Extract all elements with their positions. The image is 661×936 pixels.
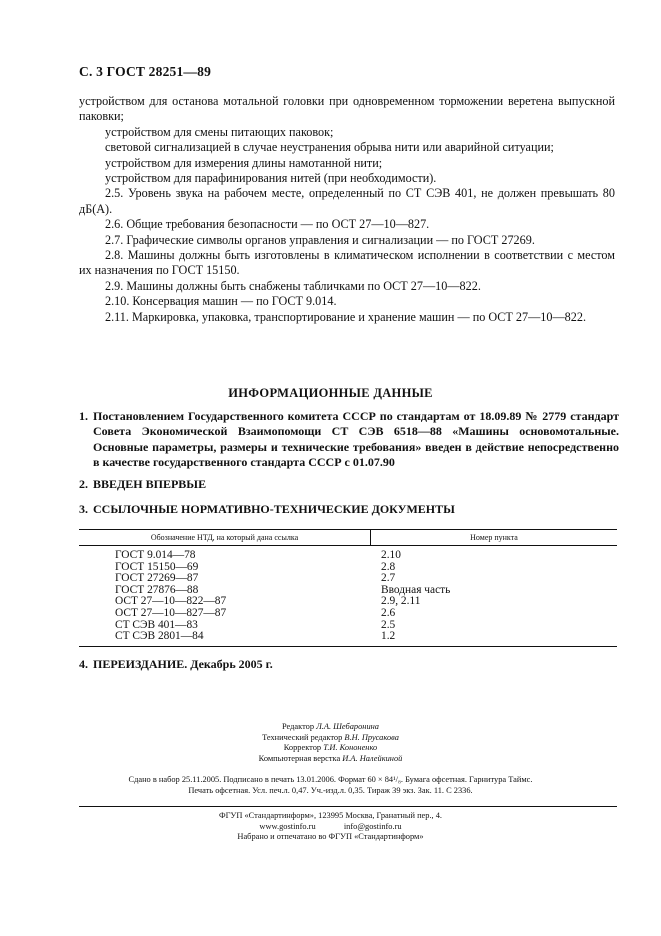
table-cell-document: ОСТ 27—10—822—87	[115, 595, 227, 608]
imprint-block	[0, 775, 661, 796]
table-cell-document: СТ СЭВ 2801—84	[115, 630, 204, 643]
table-cell-clause: 2.8	[381, 560, 396, 573]
paragraph: устройством для измерения длины намотанной нити;	[105, 155, 383, 170]
credit-person: В.Н. Прусакова	[344, 732, 399, 742]
imprint-line: Печать офсетная. Усл. печ.л. 0,47. Уч.-изд.л. 0,35. Тираж 39 экз. Зак. 11. С 2336.	[188, 785, 473, 795]
table-header-row	[79, 530, 617, 546]
info-item-references	[79, 502, 619, 517]
table-cell-document: ГОСТ 9.014—78	[115, 549, 196, 561]
info-item-number: 4.	[79, 657, 88, 671]
column-header-clause: Номер пункта	[470, 533, 518, 542]
info-item-number: 1.	[79, 409, 88, 423]
table-cell-clause: 2.5	[381, 618, 396, 631]
table-cell-document: ГОСТ 15150—69	[115, 560, 199, 573]
info-item-text: ВВЕДЕН ВПЕРВЫЕ	[93, 477, 207, 491]
paragraph: устройством для смены питающих паковок;	[105, 124, 334, 139]
credit-role: Редактор	[282, 722, 315, 731]
info-section-title: ИНФОРМАЦИОННЫЕ ДАННЫЕ	[228, 386, 433, 400]
table-cell-document: ГОСТ 27269—87	[115, 572, 199, 585]
publisher-website: www.gostinfo.ru	[259, 821, 316, 831]
table-cell-clause: Вводная часть	[381, 583, 451, 596]
paragraph: 2.6. Общие требования безопасности — по ОСТ 27—10—827.	[105, 217, 430, 232]
paragraph: устройством для останова мотальной головки при одновременном торможении веретена выпускной паковки;	[79, 94, 615, 124]
publisher-contacts	[0, 822, 661, 833]
credit-tech-editor	[0, 733, 661, 744]
info-item-text: Постановлением Государственного комитета СССР по стандартам от 18.09.89 № 2779 стандарт Совета Экономической Взаимопомощи СТ СЭВ 6518—88 «Машины основомотальные. Основные параметры, размеры и технические требования» введен в действие непосредственно в качестве государственного стандарта СССР с 01.07.90	[93, 409, 619, 469]
clause-column	[370, 550, 617, 643]
publisher-address: ФГУП «Стандартинформ», 123995 Москва, Гранатный пер., 4.	[218, 811, 443, 820]
references-table	[79, 529, 617, 647]
info-item-text: ПЕРЕИЗДАНИЕ. Декабрь 2005 г.	[93, 657, 273, 671]
imprint-line: Сдано в набор 25.11.2005. Подписано в печать 13.01.2006. Формат 60 × 84¹/₈. Бумага офсетная. Гарнитура Таймс.	[128, 775, 533, 784]
paragraph: световой сигнализацией в случае неустранения обрыва нити или аварийной ситуации;	[105, 140, 554, 155]
table-cell-clause: 2.6	[381, 606, 396, 619]
info-item-introduced	[79, 477, 619, 492]
divider-line	[79, 806, 617, 807]
table-cell-clause: 2.10	[381, 549, 401, 561]
publisher-printed-by: Набрано и отпечатано во ФГУП «Стандартинформ»	[237, 832, 424, 842]
paragraph: 2.5. Уровень звука на рабочем месте, определенный по СТ СЭВ 401, не должен превышать 80 дБ(А).	[79, 186, 615, 216]
credit-corrector	[0, 743, 661, 754]
credit-role: Корректор	[283, 743, 322, 753]
info-item-number: 3.	[79, 502, 88, 516]
table-cell-clause: 2.9, 2.11	[381, 595, 421, 608]
paragraph: 2.10. Консервация машин — по ГОСТ 9.014.	[105, 294, 337, 309]
paragraph: 2.7. Графические символы органов управления и сигнализации — по ГОСТ 27269.	[105, 232, 535, 247]
credit-role: Технический редактор	[262, 732, 343, 742]
table-cell-document: ОСТ 27—10—827—87	[115, 606, 227, 619]
credit-person: Т.И. Кононенко	[323, 743, 378, 753]
table-cell-document: ГОСТ 27876—88	[115, 583, 199, 596]
page-header: С. 3 ГОСТ 28251—89	[79, 64, 212, 79]
column-header-document: Обозначение НТД, на который дана ссылка	[79, 530, 371, 545]
credits-block	[0, 722, 661, 765]
credit-editor	[0, 722, 661, 733]
paragraph: 2.11. Маркировка, упаковка, транспортирование и хранение машин — по ОСТ 27—10—822.	[105, 309, 587, 324]
document-column	[79, 550, 370, 643]
paragraph: 2.8. Машины должны быть изготовлены в климатическом исполнении в соответствии с местом их назначения по ГОСТ 15150.	[79, 248, 615, 278]
paragraph: устройством для парафинирования нитей (при необходимости).	[105, 171, 437, 186]
publisher-email: info@gostinfo.ru	[343, 821, 402, 831]
info-item-number: 2.	[79, 477, 88, 491]
credit-person: Л.А. Шебаронина	[316, 722, 379, 731]
table-body	[79, 546, 617, 646]
info-item-reissue	[79, 657, 619, 672]
info-item-text: ССЫЛОЧНЫЕ НОРМАТИВНО-ТЕХНИЧЕСКИЕ ДОКУМЕНТЫ	[93, 502, 455, 516]
credit-layout	[0, 754, 661, 765]
publisher-block	[0, 811, 661, 843]
table-cell-clause: 1.2	[381, 630, 396, 643]
table-cell-clause: 2.7	[381, 572, 396, 585]
credit-person: И.А. Налейкиной	[342, 754, 403, 764]
paragraph: 2.9. Машины должны быть снабжены табличками по ОСТ 27—10—822.	[105, 278, 481, 293]
table-cell-document: СТ СЭВ 401—83	[115, 618, 198, 631]
info-item-resolution	[79, 409, 619, 470]
body-text	[79, 94, 615, 325]
credit-role: Компьютерная верстка	[258, 754, 341, 764]
